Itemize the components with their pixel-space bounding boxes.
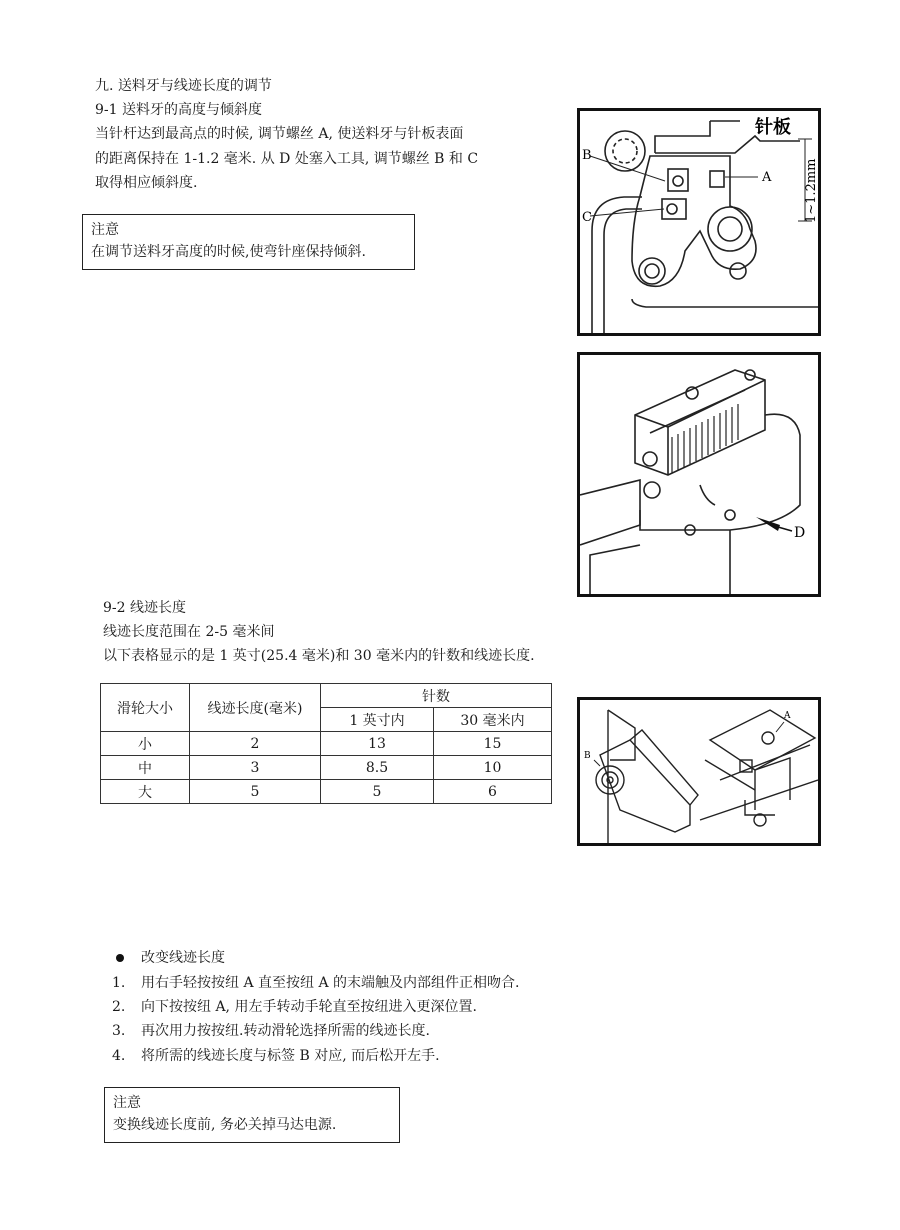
cell-inch: 5 (321, 780, 434, 804)
note-label: 注意 (91, 222, 119, 238)
cell-30mm: 15 (434, 732, 552, 756)
header-per-inch: 1 英寸内 (321, 708, 434, 732)
change-title: 改变线迹长度 (141, 950, 225, 966)
feed-mechanism-diagram (580, 355, 818, 594)
label-a: A (784, 711, 791, 721)
label-dimension: 1~1.2mm (804, 158, 818, 223)
subsection-9-1-line-2: 的距离保持在 1-1.2 毫米. 从 D 处塞入工具, 调节螺丝 B 和 C (95, 151, 479, 167)
cell-length: 2 (190, 732, 321, 756)
cell-pulley: 大 (101, 780, 190, 804)
step-number: 4. (112, 1048, 126, 1064)
stitch-adjust-diagram (580, 700, 818, 843)
label-a: A (762, 170, 772, 185)
label-d: D (794, 525, 806, 541)
subsection-9-1-line-1: 当针杆达到最高点的时候, 调节螺丝 A, 使送料牙与针板表面 (95, 126, 464, 142)
section-title: 九. 送料牙与线迹长度的调节 (95, 78, 272, 94)
note-text: 变换线迹长度前, 务必关掉马达电源. (113, 1117, 337, 1133)
cell-30mm: 6 (434, 780, 552, 804)
table-row (101, 756, 552, 780)
step-text: 用右手轻按按纽 A 直至按纽 A 的末端触及内部组件正相吻合. (141, 975, 520, 991)
cell-length: 3 (190, 756, 321, 780)
label-b: B (584, 751, 591, 761)
subsection-9-2-title: 9-2 线迹长度 (103, 600, 186, 616)
cell-inch: 8.5 (321, 756, 434, 780)
subsection-9-2-line-2: 以下表格显示的是 1 英寸(25.4 毫米)和 30 毫米内的针数和线迹长度. (103, 648, 535, 664)
stitch-length-table (100, 683, 552, 804)
label-b: B (582, 148, 592, 163)
bullet-icon (116, 954, 124, 962)
label-needle-plate: 针板 (755, 117, 791, 138)
figure-stitch-button (577, 697, 821, 846)
figure-feed-dog-height (577, 108, 821, 336)
header-length: 线迹长度(毫米) (190, 684, 321, 732)
table-row (101, 780, 552, 804)
table-row (101, 732, 552, 756)
step-number: 1. (112, 975, 126, 991)
step-text: 将所需的线迹长度与标签 B 对应, 而后松开左手. (141, 1048, 440, 1064)
figure-screw-access-d (577, 352, 821, 597)
note-text: 在调节送料牙高度的时候,使弯针座保持倾斜. (91, 244, 366, 260)
step-number: 3. (112, 1023, 126, 1039)
header-pulley: 滑轮大小 (101, 684, 190, 732)
cell-30mm: 10 (434, 756, 552, 780)
table-header-row (101, 684, 552, 708)
note-box-power (104, 1087, 400, 1143)
cell-pulley: 小 (101, 732, 190, 756)
subsection-9-1-title: 9-1 送料牙的高度与倾斜度 (95, 102, 262, 118)
note-box-feed-dog (82, 214, 415, 270)
header-per-30mm: 30 毫米内 (434, 708, 552, 732)
step-text: 再次用力按按纽.转动滑轮选择所需的线迹长度. (141, 1023, 430, 1039)
header-stitches: 针数 (321, 684, 552, 708)
label-c: C (582, 210, 592, 225)
note-label: 注意 (113, 1095, 141, 1111)
cell-length: 5 (190, 780, 321, 804)
feed-dog-diagram (580, 111, 818, 333)
cell-inch: 13 (321, 732, 434, 756)
cell-pulley: 中 (101, 756, 190, 780)
subsection-9-1-line-3: 取得相应倾斜度. (95, 175, 198, 191)
subsection-9-2-line-1: 线迹长度范围在 2-5 毫米间 (103, 624, 275, 640)
step-text: 向下按按纽 A, 用左手转动手轮直至按纽进入更深位置. (141, 999, 477, 1015)
step-number: 2. (112, 999, 126, 1015)
